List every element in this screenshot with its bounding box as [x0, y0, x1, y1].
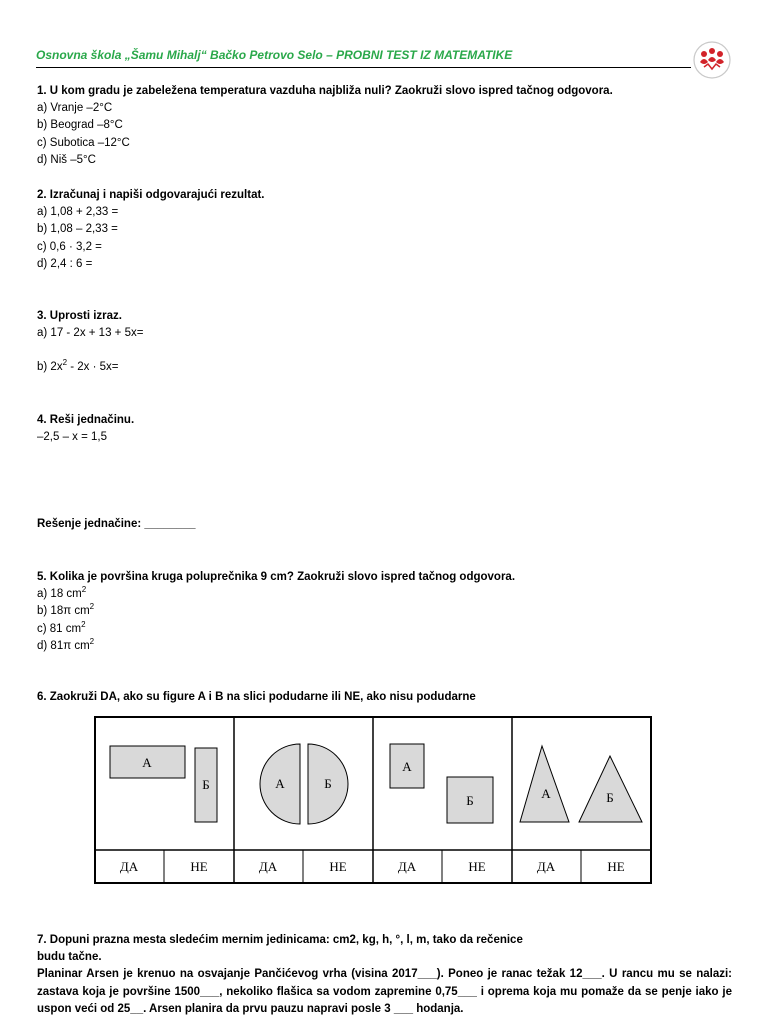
question-3 [37, 308, 143, 377]
option-1c[interactable]: c) Subotica –12°C [37, 136, 130, 149]
shape-label-a-1: А [142, 755, 152, 770]
question-6-title: 6. Zaokruži DA, ako su figure A i B na slici podudarne ili NE, ako nisu podudarne [37, 691, 476, 703]
option-1a[interactable]: a) Vranje –2°C [37, 102, 113, 115]
question-6 [37, 689, 476, 706]
yes-option-1[interactable]: ДА [119, 859, 139, 874]
school-logo-icon [692, 40, 732, 80]
option-5a[interactable]: a) 18 $cm^2$ [37, 585, 87, 601]
shape-label-a-3: А [402, 759, 412, 774]
task-2c: c) 0,6 · 3,2 = [37, 240, 102, 253]
shape-label-a-4: А [541, 786, 551, 801]
question-7-text[interactable]: Planinar Arsen je krenuo na osvajanje Pančićevog vrha (visina 2017___). Poneo je ranac težak 12___. U rancu mu se nalazi: zastava koja je površine 1500___, nekoliko flašica sa vodom zapremine 0,75___ i oprema koja mu pomaže da se penje iako je uspon veći od 25__. Arsen planira da prvu pauzu napravi posle 3 ___ hodanja. [37, 968, 732, 1015]
question-5 [37, 569, 515, 655]
shape-label-a-2: А [275, 776, 285, 791]
question-4 [37, 412, 134, 446]
question-2-title: 2. Izračunaj i napiši odgovarajući rezultat. [37, 189, 265, 201]
task-3b: b) $2x^2 - 2x \cdot 5x=$ [37, 358, 119, 374]
no-option-4[interactable]: НЕ [607, 859, 625, 874]
page-header [36, 46, 691, 68]
task-2d: d) 2,4 : 6 = [37, 257, 93, 270]
task-3a: a) 17 - 2x + 13 + 5x= [37, 327, 144, 340]
shape-label-b-4: Б [606, 790, 614, 805]
congruence-figure-table [94, 716, 652, 884]
question-7-title-cont: budu tačne. [37, 951, 102, 964]
option-1d[interactable]: d) Niš –5°C [37, 153, 96, 166]
equation-answer-line[interactable]: Rešenje jednačine: ________ [37, 518, 196, 530]
shape-label-b-3: Б [466, 793, 474, 808]
task-2a: a) 1,08 + 2,33 = [37, 206, 119, 219]
question-2 [37, 187, 265, 273]
question-7-title: 7. Dopuni prazna mesta sledećim mernim jedinicama: cm2, kg, h, °, l, m, tako da rečenice [37, 934, 523, 946]
yes-option-2[interactable]: ДА [258, 859, 278, 874]
question-4-title: 4. Reši jednačinu. [37, 414, 135, 426]
question-5-title: 5. Kolika je površina kruga poluprečnika 9 cm? Zaokruži slovo ispred tačnog odgovora. [37, 571, 516, 583]
task-2b: b) 1,08 – 2,33 = [37, 223, 118, 236]
option-5d[interactable]: d) 81π $cm^2$ [37, 636, 95, 652]
no-option-1[interactable]: НЕ [190, 859, 208, 874]
shape-label-b-1: Б [202, 777, 210, 792]
question-1 [37, 83, 613, 169]
no-option-3[interactable]: НЕ [468, 859, 486, 874]
no-option-2[interactable]: НЕ [329, 859, 347, 874]
page-title: Osnovna škola „Šamu Mihalj“ Bačko Petrovo Selo – PROBNI TEST IZ MATEMATIKE [36, 48, 513, 62]
question-1-title: 1. U kom gradu je zabeležena temperatura vazduha najbliža nuli? Zaokruži slovo ispred tačnog odgovora. [37, 85, 613, 97]
equation: –2,5 – x = 1,5 [37, 431, 108, 444]
question-7 [37, 932, 732, 1018]
question-3-title: 3. Uprosti izraz. [37, 310, 122, 322]
option-5b[interactable]: b) 18π $cm^2$ [37, 602, 95, 618]
option-1b[interactable]: b) Beograd –8°C [37, 119, 123, 132]
shape-label-b-2: Б [324, 776, 332, 791]
option-5c[interactable]: c) 81 $cm^2$ [37, 619, 86, 635]
yes-option-3[interactable]: ДА [397, 859, 417, 874]
yes-option-4[interactable]: ДА [536, 859, 556, 874]
